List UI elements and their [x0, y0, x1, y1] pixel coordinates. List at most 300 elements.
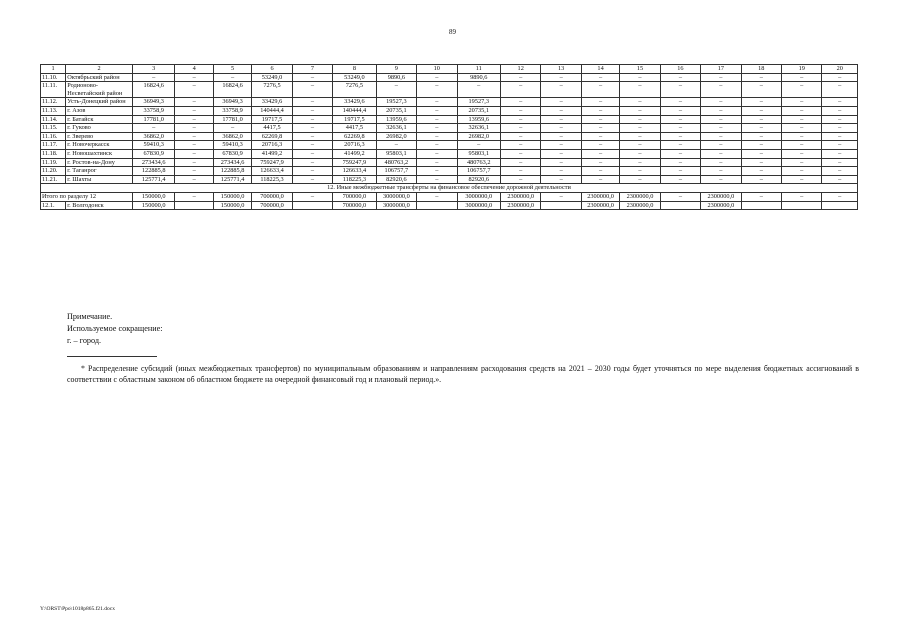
table-cell: 122885,8	[133, 167, 175, 176]
table-cell: –	[822, 73, 858, 82]
table-cell: –	[500, 132, 540, 141]
table-cell: –	[417, 124, 457, 133]
table-cell: –	[822, 124, 858, 133]
table-cell: –	[376, 141, 416, 150]
table-cell: –	[417, 192, 457, 201]
table-cell: 480763,2	[376, 158, 416, 167]
table-cell: –	[541, 141, 581, 150]
table-cell: –	[741, 115, 781, 124]
table-cell: –	[782, 73, 822, 82]
table-cell: –	[822, 158, 858, 167]
table-cell: –	[376, 82, 416, 98]
table-cell: 273434,6	[213, 158, 251, 167]
table-cell: –	[175, 106, 213, 115]
table-cell: –	[500, 115, 540, 124]
table-cell: 32636,1	[376, 124, 416, 133]
table-cell: –	[782, 82, 822, 98]
table-cell: –	[175, 132, 213, 141]
table-cell: –	[175, 167, 213, 176]
table-cell: –	[620, 141, 660, 150]
municipality-name: г. Волгодонск	[66, 201, 133, 210]
table-cell: –	[701, 175, 741, 184]
table-cell: 140444,4	[333, 106, 376, 115]
table-cell: 2300000,0	[500, 201, 540, 210]
table-cell: 41499,2	[252, 149, 292, 158]
table-cell: –	[581, 141, 619, 150]
table-cell: –	[292, 115, 332, 124]
table-cell: 150000,0	[133, 201, 175, 210]
file-path: Y:\ORST\Ppo\1018p865.f21.docx	[40, 606, 115, 612]
table-cell: –	[701, 115, 741, 124]
table-cell: –	[620, 167, 660, 176]
municipality-name: г. Новошахтинск	[66, 149, 133, 158]
table-cell: –	[457, 82, 500, 98]
table-cell: –	[500, 106, 540, 115]
column-number: 9	[376, 65, 416, 74]
table-cell: –	[541, 82, 581, 98]
table-cell: 16824,6	[133, 82, 175, 98]
page-number: 89	[449, 28, 456, 36]
table-cell: –	[175, 82, 213, 98]
table-cell: –	[417, 158, 457, 167]
column-number: 19	[782, 65, 822, 74]
table-cell: 82920,6	[457, 175, 500, 184]
table-cell: 3000000,0	[376, 201, 416, 210]
table-cell: –	[292, 106, 332, 115]
row-number: 11.12.	[41, 98, 66, 107]
table-cell: –	[175, 149, 213, 158]
column-number: 1	[41, 65, 66, 74]
abbreviation-intro: Используемое сокращение:	[67, 324, 163, 333]
table-cell: 759247,9	[252, 158, 292, 167]
column-number: 10	[417, 65, 457, 74]
table-cell: –	[292, 167, 332, 176]
row-number: 11.16.	[41, 132, 66, 141]
table-cell: –	[581, 82, 619, 98]
table-cell: –	[620, 106, 660, 115]
table-cell: –	[133, 124, 175, 133]
table-cell: –	[581, 167, 619, 176]
column-number: 5	[213, 65, 251, 74]
table-cell: –	[417, 115, 457, 124]
table-cell: –	[417, 167, 457, 176]
table-cell: –	[701, 132, 741, 141]
municipality-name: г. Гуково	[66, 124, 133, 133]
column-number: 20	[822, 65, 858, 74]
municipality-name: г. Зверево	[66, 132, 133, 141]
total-label: Итого по разделу 12	[41, 192, 133, 201]
table-cell: 150000,0	[213, 201, 251, 210]
table-cell: –	[417, 106, 457, 115]
row-number: 11.17.	[41, 141, 66, 150]
table-cell: –	[822, 106, 858, 115]
table-cell: –	[782, 141, 822, 150]
table-cell: –	[620, 115, 660, 124]
table-cell: –	[701, 82, 741, 98]
table-row	[41, 167, 858, 176]
table-row	[41, 106, 858, 115]
table-cell: 150000,0	[133, 192, 175, 201]
table-cell: 20735,1	[376, 106, 416, 115]
table-cell: –	[822, 175, 858, 184]
table-cell: –	[741, 192, 781, 201]
table-cell: –	[175, 115, 213, 124]
table-cell: 2300000,0	[581, 192, 619, 201]
table-cell: –	[660, 149, 700, 158]
table-row	[41, 141, 858, 150]
footnote-divider	[67, 356, 157, 357]
table-cell: –	[660, 167, 700, 176]
table-cell: –	[822, 192, 858, 201]
table-cell: –	[701, 106, 741, 115]
table-cell: 4417,5	[333, 124, 376, 133]
table-cell: –	[741, 124, 781, 133]
table-cell: –	[133, 73, 175, 82]
table-cell: –	[175, 158, 213, 167]
table-row	[41, 149, 858, 158]
row-number: 11.19.	[41, 158, 66, 167]
row-number: 11.14.	[41, 115, 66, 124]
table-cell: –	[581, 149, 619, 158]
table-cell: –	[660, 106, 700, 115]
table-cell: –	[701, 149, 741, 158]
table-cell: 33758,9	[213, 106, 251, 115]
table-cell: –	[581, 132, 619, 141]
table-cell: –	[292, 141, 332, 150]
table-row	[41, 73, 858, 82]
table-cell: 67830,9	[133, 149, 175, 158]
table-cell: 2300000,0	[701, 201, 741, 210]
table-cell: –	[822, 141, 858, 150]
table-cell: –	[541, 115, 581, 124]
table-cell: –	[741, 73, 781, 82]
table-cell: –	[660, 175, 700, 184]
table-row	[41, 115, 858, 124]
table-cell: 36949,3	[133, 98, 175, 107]
table-cell: –	[660, 82, 700, 98]
table-row	[41, 124, 858, 133]
table-cell: 17781,0	[213, 115, 251, 124]
table-cell: 33429,6	[333, 98, 376, 107]
table-cell: –	[581, 124, 619, 133]
table-cell: 700000,0	[333, 192, 376, 201]
table-cell: –	[620, 98, 660, 107]
table-cell: –	[417, 98, 457, 107]
table-cell: –	[500, 82, 540, 98]
table-cell: –	[292, 82, 332, 98]
column-number: 8	[333, 65, 376, 74]
table-cell: 2300000,0	[581, 201, 619, 210]
table-cell: 7276,5	[252, 82, 292, 98]
table-cell: –	[175, 98, 213, 107]
table-cell: –	[620, 175, 660, 184]
table-cell: –	[660, 192, 700, 201]
table-cell: –	[741, 141, 781, 150]
table-cell: –	[417, 82, 457, 98]
column-number: 14	[581, 65, 619, 74]
table-cell	[782, 201, 822, 210]
table-cell: –	[175, 141, 213, 150]
table-cell: –	[782, 167, 822, 176]
table-cell: 53249,0	[252, 73, 292, 82]
footnote-text: * Распределение субсидий (иных межбюджетных трансфертов) по муниципальным образованиям и направлениям расходования средств на 2021 – 2030 годы будет уточняться по мере выделения бюджетных ассигнований в соответствии с областным законом об областном бюджете на очередной финансовый год и плановый период.».	[67, 364, 859, 384]
municipality-name: г. Новочеркасск	[66, 141, 133, 150]
table-cell: –	[822, 149, 858, 158]
row-number: 11.15.	[41, 124, 66, 133]
transfers-table	[40, 64, 858, 210]
table-cell: –	[701, 158, 741, 167]
table-cell: –	[620, 73, 660, 82]
table-cell: 3000000,0	[457, 201, 500, 210]
table-cell: –	[782, 124, 822, 133]
municipality-name: Октябрьский район	[66, 73, 133, 82]
table-cell: –	[822, 115, 858, 124]
column-number: 2	[66, 65, 133, 74]
table-cell: –	[175, 192, 213, 201]
table-cell: –	[417, 149, 457, 158]
table-cell: 62269,8	[252, 132, 292, 141]
table-cell: –	[741, 82, 781, 98]
row-number: 12.1.	[41, 201, 66, 210]
table-row	[41, 132, 858, 141]
municipality-name: Родионово-Несветайский район	[66, 82, 133, 98]
municipality-name: Усть-Донецкий район	[66, 98, 133, 107]
column-number: 17	[701, 65, 741, 74]
municipality-name: г. Ростов-на-Дону	[66, 158, 133, 167]
table-cell: 700000,0	[252, 192, 292, 201]
table-cell: –	[822, 98, 858, 107]
header-row	[41, 65, 858, 74]
table-cell: –	[292, 124, 332, 133]
abbreviation-item: г. – город.	[67, 336, 102, 345]
table-cell: –	[620, 149, 660, 158]
table-cell: 59410,3	[133, 141, 175, 150]
table-cell: 126633,4	[333, 167, 376, 176]
column-number: 6	[252, 65, 292, 74]
table-cell: –	[500, 141, 540, 150]
table-cell: 2300000,0	[500, 192, 540, 201]
table-cell: –	[292, 98, 332, 107]
municipality-name: г. Шахты	[66, 175, 133, 184]
table-cell: 118225,3	[333, 175, 376, 184]
table-cell: 9890,6	[376, 73, 416, 82]
row-number: 11.13.	[41, 106, 66, 115]
table-cell: –	[660, 115, 700, 124]
table-cell: –	[541, 158, 581, 167]
municipality-name: г. Азов	[66, 106, 133, 115]
table-cell: –	[620, 82, 660, 98]
footnote	[67, 364, 859, 385]
table-cell	[822, 201, 858, 210]
table-cell: –	[701, 141, 741, 150]
column-number: 12	[500, 65, 540, 74]
table-cell: 16824,6	[213, 82, 251, 98]
table-cell: –	[581, 115, 619, 124]
table-cell: –	[541, 175, 581, 184]
table-cell: 106757,7	[376, 167, 416, 176]
table-cell: –	[701, 73, 741, 82]
table-cell: –	[660, 98, 700, 107]
table-cell: –	[292, 73, 332, 82]
table-cell	[417, 201, 457, 210]
table-cell: –	[660, 141, 700, 150]
table-cell: –	[620, 124, 660, 133]
table-cell: 480763,2	[457, 158, 500, 167]
table-cell	[660, 201, 700, 210]
table-cell: 13959,6	[457, 115, 500, 124]
table-cell	[175, 201, 213, 210]
table-cell: –	[581, 106, 619, 115]
column-number: 16	[660, 65, 700, 74]
table-cell: 67830,9	[213, 149, 251, 158]
table-cell: 32636,1	[457, 124, 500, 133]
table-cell: –	[292, 149, 332, 158]
total-row	[41, 192, 858, 201]
table-cell: –	[620, 132, 660, 141]
table-cell: –	[292, 158, 332, 167]
table-cell: 140444,4	[252, 106, 292, 115]
column-number: 15	[620, 65, 660, 74]
table-cell: –	[741, 158, 781, 167]
table-cell: –	[500, 167, 540, 176]
table-cell: 19717,5	[333, 115, 376, 124]
table-cell: 33758,9	[133, 106, 175, 115]
table-cell: 19717,5	[252, 115, 292, 124]
table-cell: 122885,8	[213, 167, 251, 176]
table-cell: 36862,0	[133, 132, 175, 141]
table-cell: –	[500, 73, 540, 82]
table-cell: –	[541, 149, 581, 158]
table-cell: 82920,6	[376, 175, 416, 184]
table-cell: –	[213, 73, 251, 82]
table-cell: –	[782, 158, 822, 167]
table-cell: –	[292, 192, 332, 201]
table-cell: 13959,6	[376, 115, 416, 124]
table-cell: 36949,3	[213, 98, 251, 107]
column-number: 13	[541, 65, 581, 74]
table-row	[41, 175, 858, 184]
table-cell: –	[581, 73, 619, 82]
table-cell: 33429,6	[252, 98, 292, 107]
table-cell	[541, 201, 581, 210]
table-cell: 125771,4	[133, 175, 175, 184]
table-cell: 19527,3	[457, 98, 500, 107]
table-cell: –	[417, 175, 457, 184]
table-cell: 7276,5	[333, 82, 376, 98]
table-cell: 273434,6	[133, 158, 175, 167]
table-cell: –	[782, 106, 822, 115]
table-header	[41, 65, 858, 74]
table-cell: –	[620, 158, 660, 167]
table-cell: –	[741, 132, 781, 141]
note-title: Примечание.	[67, 312, 113, 321]
table-cell: –	[541, 106, 581, 115]
table-cell: 150000,0	[213, 192, 251, 201]
row-number: 11.18.	[41, 149, 66, 158]
table-cell: –	[782, 175, 822, 184]
table-cell: 2300000,0	[620, 192, 660, 201]
column-number: 3	[133, 65, 175, 74]
table-cell: –	[292, 175, 332, 184]
table-cell: 106757,7	[457, 167, 500, 176]
table-cell: –	[701, 167, 741, 176]
table-cell: 125771,4	[213, 175, 251, 184]
section-title: 12. Иные межбюджетные трансферты на финансовое обеспечение дорожной деятельности	[41, 184, 858, 193]
section-row	[41, 184, 858, 193]
table-cell: 2300000,0	[701, 192, 741, 201]
table-cell: –	[782, 149, 822, 158]
municipality-name: г. Батайск	[66, 115, 133, 124]
table-cell: 9890,6	[457, 73, 500, 82]
table-cell: –	[822, 167, 858, 176]
table-cell: 2300000,0	[620, 201, 660, 210]
table-cell: –	[541, 73, 581, 82]
table-cell: 53249,0	[333, 73, 376, 82]
table-cell: 700000,0	[333, 201, 376, 210]
row-number: 11.20.	[41, 167, 66, 176]
table-cell: 62269,8	[333, 132, 376, 141]
row-number: 11.21.	[41, 175, 66, 184]
table-cell: –	[500, 175, 540, 184]
table-cell: –	[782, 132, 822, 141]
table-cell: –	[741, 106, 781, 115]
municipality-name: г. Таганрог	[66, 167, 133, 176]
table-cell: –	[541, 192, 581, 201]
table-cell: –	[417, 132, 457, 141]
row-number: 11.11.	[41, 82, 66, 98]
table-row	[41, 158, 858, 167]
table-cell: 41499,2	[333, 149, 376, 158]
table-cell: 26982,0	[376, 132, 416, 141]
table-cell: 20735,1	[457, 106, 500, 115]
table-cell: 700000,0	[252, 201, 292, 210]
table-cell: –	[741, 167, 781, 176]
table-cell: 59410,3	[213, 141, 251, 150]
table-cell: –	[701, 124, 741, 133]
table-cell: –	[822, 82, 858, 98]
column-number: 18	[741, 65, 781, 74]
table-cell: 3000000,0	[457, 192, 500, 201]
table-cell: 759247,9	[333, 158, 376, 167]
table-cell: –	[581, 98, 619, 107]
table-cell: –	[660, 124, 700, 133]
table-cell: 20716,3	[252, 141, 292, 150]
table-cell: –	[500, 158, 540, 167]
table-cell: 17781,0	[133, 115, 175, 124]
table-cell	[741, 201, 781, 210]
table-cell: –	[782, 115, 822, 124]
table-cell: –	[541, 124, 581, 133]
table-cell: –	[741, 149, 781, 158]
table-cell: –	[500, 149, 540, 158]
table-cell: –	[701, 98, 741, 107]
table-cell: –	[541, 167, 581, 176]
table-cell: –	[822, 132, 858, 141]
table-cell: –	[541, 98, 581, 107]
table-cell: 95803,1	[376, 149, 416, 158]
table-cell: –	[660, 73, 700, 82]
table-cell: 95803,1	[457, 149, 500, 158]
table-cell: 118225,3	[252, 175, 292, 184]
table-cell: –	[292, 132, 332, 141]
row-number: 11.10.	[41, 73, 66, 82]
table-cell: –	[741, 98, 781, 107]
column-number: 11	[457, 65, 500, 74]
table-cell: –	[417, 73, 457, 82]
table-cell: –	[660, 158, 700, 167]
table-cell: –	[581, 175, 619, 184]
table-cell: –	[782, 98, 822, 107]
